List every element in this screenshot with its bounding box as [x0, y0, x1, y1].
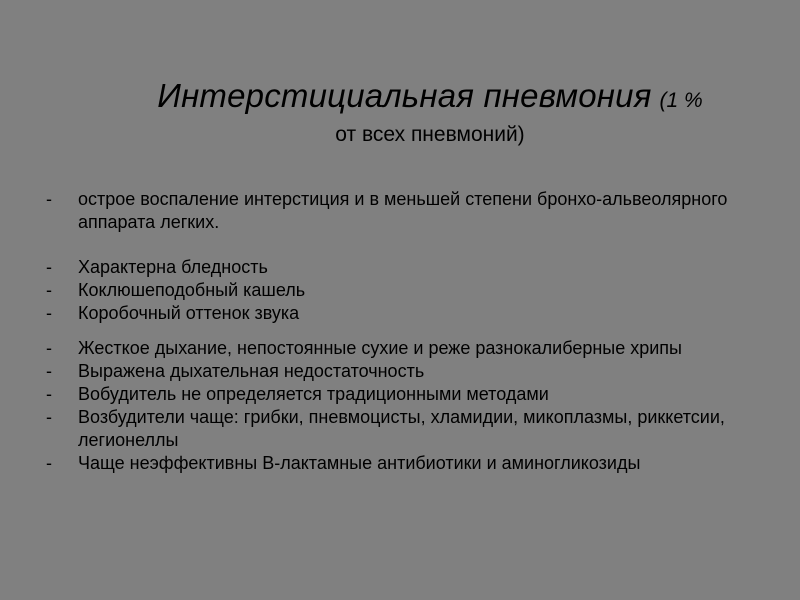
bullet-text: Вобудитель не определяется традиционными методами [78, 384, 549, 404]
bullet-dash: - [46, 384, 52, 404]
bullet-text: Коробочный оттенок звука [78, 303, 300, 323]
bullet-dash: - [46, 303, 52, 323]
bullet-item [40, 302, 780, 325]
title-percent: (1 % [659, 89, 703, 112]
bullet-text: Чаще неэффективны B-лактамные антибиотики и аминогликозиды [78, 453, 641, 473]
bullet-dash: - [46, 257, 52, 277]
bullet-dash: - [46, 361, 52, 381]
bullet-text: Выражена дыхательная недостаточность [78, 361, 425, 381]
bullet-dash: - [46, 453, 52, 473]
bullet-item [40, 188, 780, 234]
bullet-text: Возбудители чаще: грибки, пневмоцисты, хламидии, микоплазмы, риккетсии, легионеллы [78, 407, 725, 450]
bullet-dash: - [46, 280, 52, 300]
bullet-dash: - [46, 338, 52, 358]
bullet-item [40, 406, 780, 452]
bullet-item [40, 452, 780, 475]
bullet-item [40, 337, 780, 360]
bullet-text: Коклюшеподобный кашель [78, 280, 306, 300]
slide-title [90, 76, 770, 147]
bullet-item [40, 360, 780, 383]
bullet-list [40, 188, 780, 475]
bullet-text: Жесткое дыхание, непостоянные сухие и реже разнокалиберные хрипы [78, 338, 682, 358]
bullet-item [40, 279, 780, 302]
bullet-dash: - [46, 189, 52, 209]
bullet-dash: - [46, 407, 52, 427]
bullet-item [40, 383, 780, 406]
bullet-text: Характерна бледность [78, 257, 268, 277]
title-main: Интерстициальная пневмония [157, 77, 652, 114]
bullet-text: острое воспаление интерстиция и в меньшей степени бронхо-альвеолярного аппарата легких. [78, 189, 728, 232]
bullet-item [40, 256, 780, 279]
title-subtitle: от всех пневмоний) [335, 122, 525, 146]
